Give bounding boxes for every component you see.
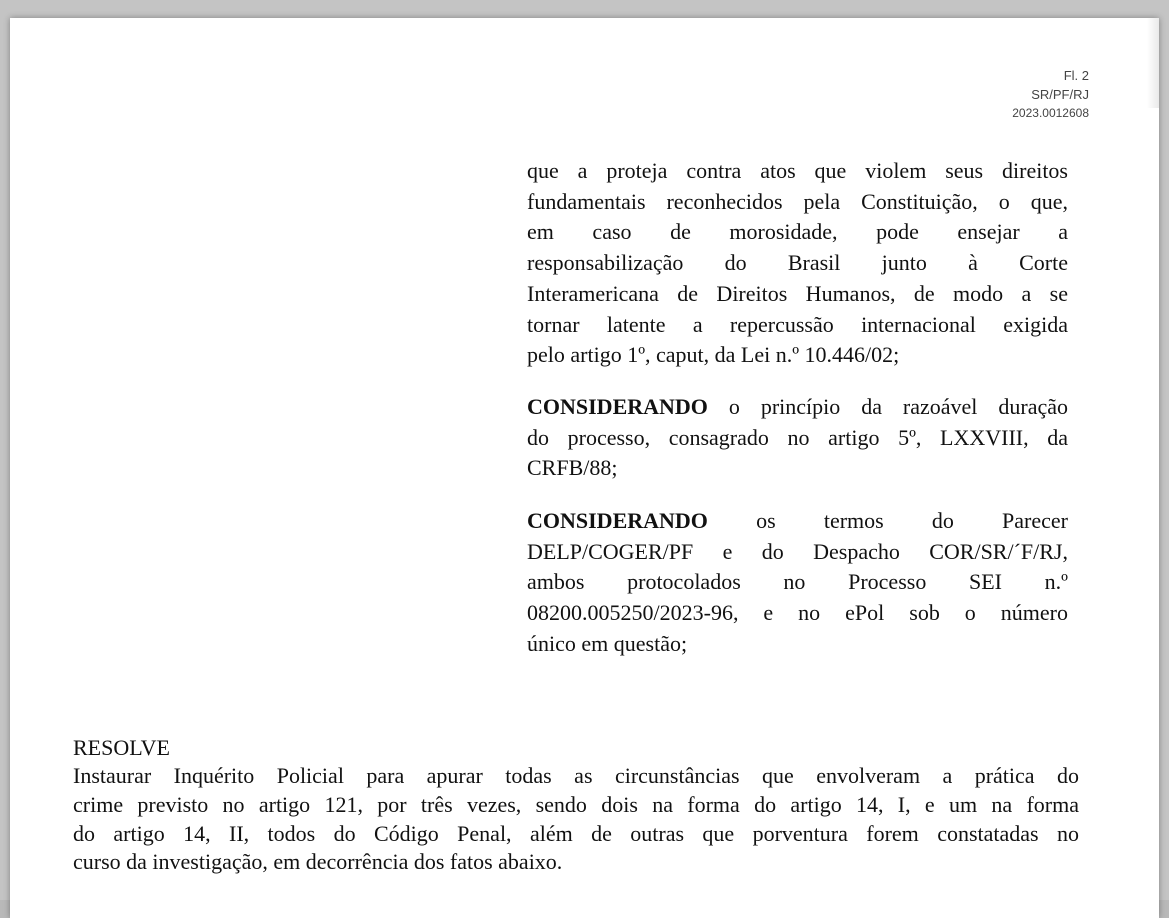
folio-number: Fl. 2 <box>1063 68 1089 83</box>
text-fragment: os termos do Parecer <box>707 508 1068 533</box>
text-line: fundamentais reconhecidos pela Constituição, o que, <box>527 188 1068 214</box>
considerando-paragraph-2 <box>527 506 1068 660</box>
text-line: CRFB/88; <box>527 455 618 481</box>
resolve-heading: RESOLVE <box>73 735 170 760</box>
text-line: 08200.005250/2023-96, e no ePol sob o número <box>527 600 1068 626</box>
text-line: em caso de morosidade, pode ensejar a <box>527 219 1068 245</box>
text-line: Interamericana de Direitos Humanos, de modo a se <box>527 280 1068 306</box>
text-line: responsabilização do Brasil junto à Corte <box>527 250 1068 276</box>
considerando-paragraph-1 <box>527 392 1068 484</box>
text-line: ambos protocolados no Processo SEI n.º <box>527 569 1068 595</box>
unit-code: SR/PF/RJ <box>1031 87 1089 102</box>
considerando-lead: CONSIDERANDO <box>527 394 708 419</box>
text-line: DELP/COGER/PF e do Despacho COR/SR/´F/RJ, <box>527 538 1068 564</box>
resolve-body <box>73 762 1079 877</box>
text-line: único em questão; <box>527 630 688 656</box>
text-line: pelo artigo 1º, caput, da Lei n.º 10.446/02; <box>527 342 900 368</box>
text-line: do artigo 14, II, todos do Código Penal, além de outras que porventura forem constatadas no <box>73 820 1079 846</box>
process-number: 2023.0012608 <box>1012 106 1089 120</box>
text-line: crime previsto no artigo 121, por três vezes, sendo dois na forma do artigo 14, I, e um na forma <box>73 791 1079 817</box>
text-line <box>527 506 1068 537</box>
considerando-lead: CONSIDERANDO <box>527 508 708 533</box>
text-line: do processo, consagrado no artigo 5º, LXXVIII, da <box>527 424 1068 450</box>
text-line: Instaurar Inquérito Policial para apurar todas as circunstâncias que envolveram a prática do <box>73 763 1079 788</box>
page-header <box>1012 66 1089 123</box>
text-fragment: o princípio da razoável duração <box>707 394 1068 419</box>
text-line: curso da investigação, em decorrência dos fatos abaixo. <box>73 849 563 875</box>
text-line <box>527 392 1068 423</box>
paragraph-continuation <box>527 156 1068 371</box>
page-edge-shadow <box>1147 18 1159 108</box>
text-line: que a proteja contra atos que violem seus direitos <box>527 158 1068 183</box>
document-page <box>10 18 1159 918</box>
text-line: tornar latente a repercussão internacional exigida <box>527 311 1068 337</box>
